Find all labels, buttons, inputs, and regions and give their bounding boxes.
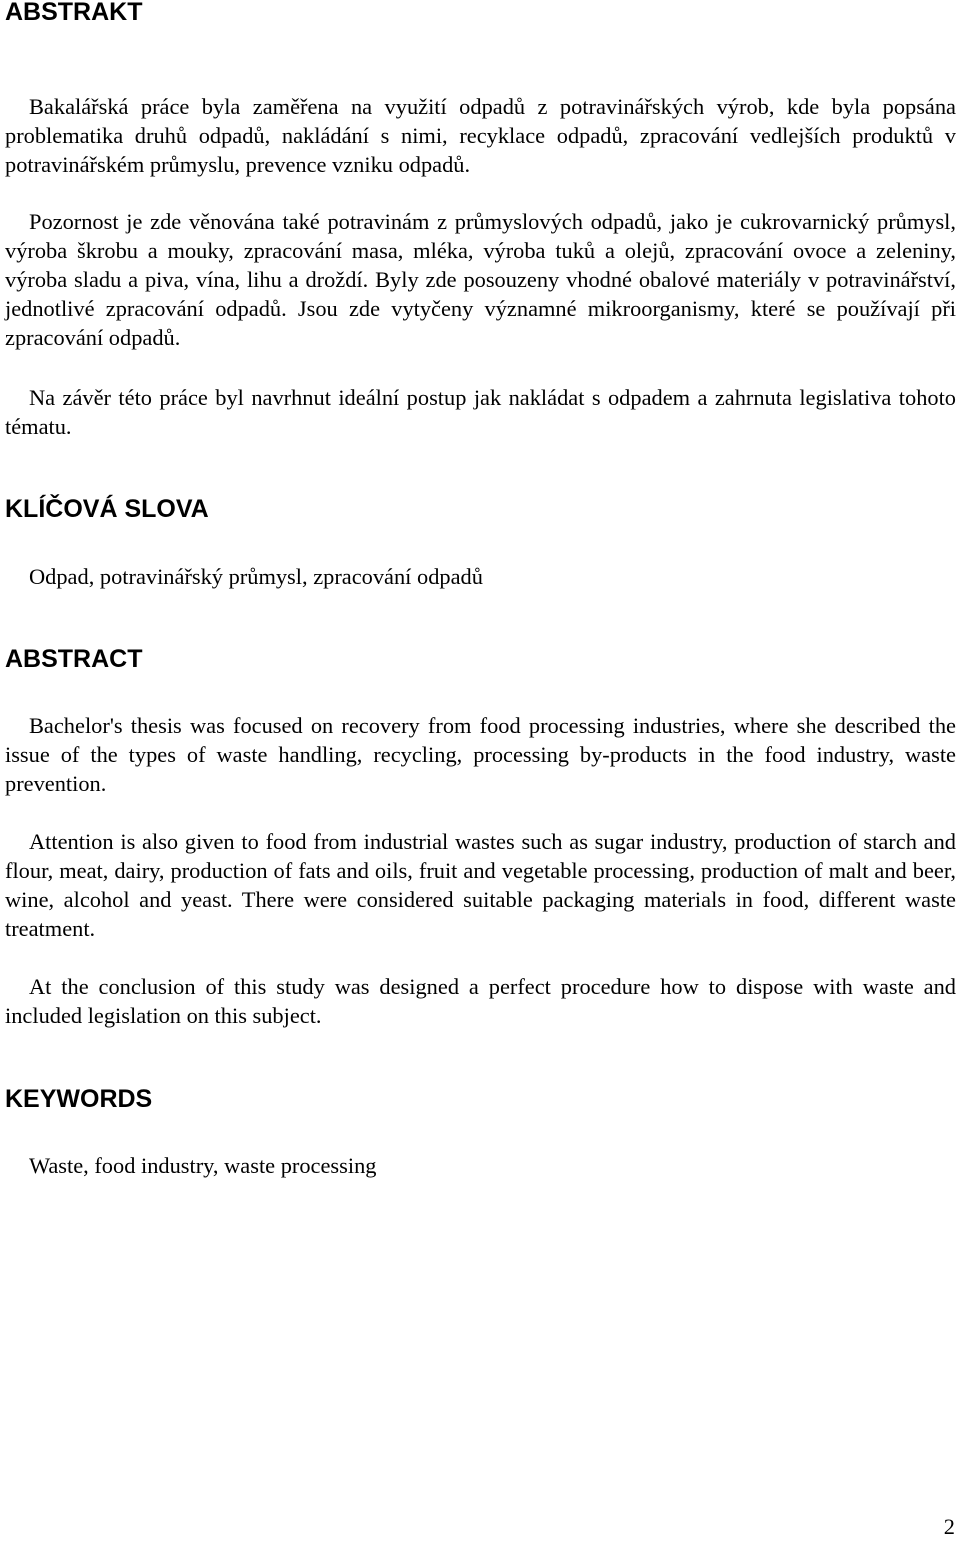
klicova-slova-text: Odpad, potravinářský průmysl, zpracování odpadů [29, 564, 483, 589]
abstrakt-paragraph: Bakalářská práce byla zaměřena na využití odpadů z potravinářských výrob, kde byla popsána problematika druhů odpadů, nakládání s nimi, recyklace odpadů, zpracování vedlejších produktů v potravinářském průmyslu, prevence vzniku odpadů. [5, 94, 956, 177]
keywords-heading: KEYWORDS [5, 1085, 153, 1113]
abstrakt-heading: ABSTRAKT [5, 0, 143, 26]
abstract-heading: ABSTRACT [5, 645, 143, 673]
abstract-paragraph: Attention is also given to food from industrial wastes such as sugar industry, production of starch and flour, meat, dairy, production of fats and oils, fruit and vegetable processing, production of malt and beer, wine, alcohol and yeast. There were considered suitable packaging materials in food, different waste treatment. [5, 829, 956, 941]
abstract-paragraph: At the conclusion of this study was designed a perfect procedure how to dispose with waste and included legislation on this subject. [5, 974, 956, 1028]
page-number: 2 [943, 1514, 955, 1539]
klicova-slova-heading: KLÍČOVÁ SLOVA [5, 495, 209, 523]
abstract-paragraph: Bachelor's thesis was focused on recovery from food processing industries, where she described the issue of the types of waste handling, recycling, processing by-products in the food industry, waste prevention. [5, 713, 956, 796]
keywords-text: Waste, food industry, waste processing [29, 1153, 377, 1178]
abstrakt-paragraph: Pozornost je zde věnována také potravinám z průmyslových odpadů, jako je cukrovarnický průmysl, výroba škrobu a mouky, zpracování masa, mléka, výroba tuků a olejů, zpracování ovoce a zeleniny, výroba sladu a piva, vína, lihu a droždí. Byly zde posouzeny vhodné obalové materiály v potravinářství, jednotlivé zpracování odpadů. Jsou zde vytyčeny významné mikroorganismy, které se používají při zpracování odpadů. [5, 209, 956, 350]
abstrakt-paragraph: Na závěr této práce byl navrhnut ideální postup jak nakládat s odpadem a zahrnuta legislativa tohoto tématu. [5, 385, 956, 439]
